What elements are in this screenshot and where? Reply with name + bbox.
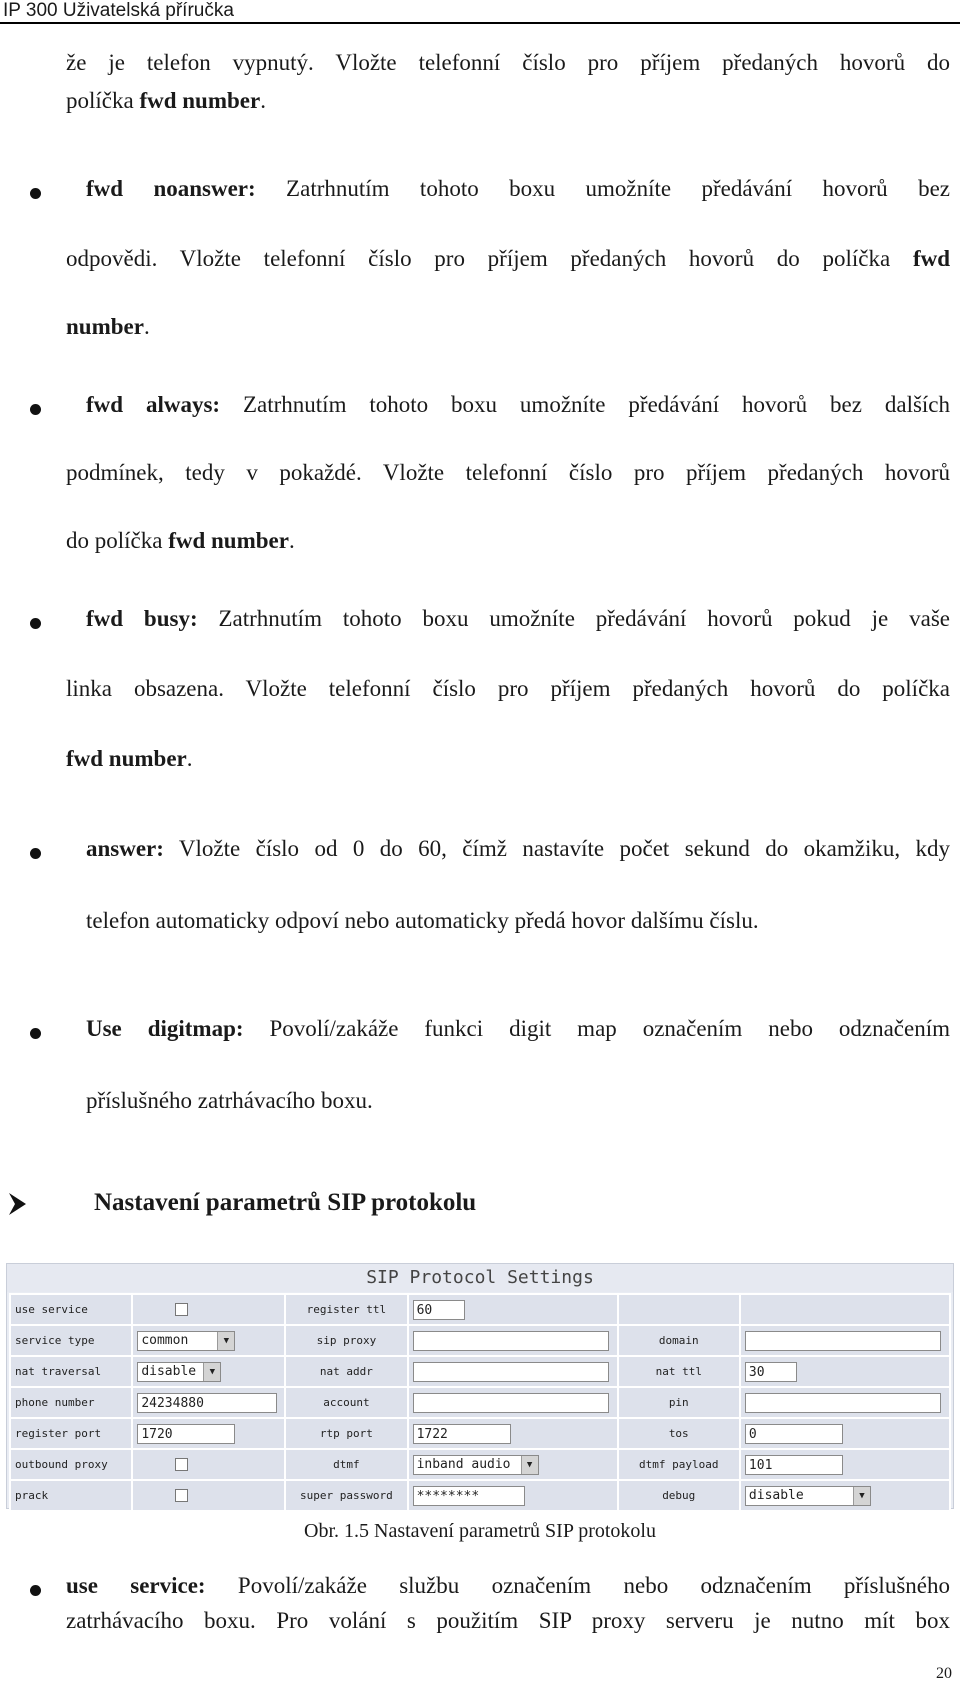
sip-value-cell — [132, 1294, 285, 1325]
bold-term: Use digitmap: — [86, 1016, 244, 1041]
text-run: Povolí/zakáže funkci digit map označením nebo odznačením — [243, 1016, 950, 1041]
chevron-down-icon[interactable]: ▼ — [853, 1487, 870, 1505]
text-run: Zatrhnutím tohoto boxu umožníte předávání hovorů pokud je vaše — [197, 606, 950, 631]
sip-value-cell — [132, 1325, 285, 1356]
sip-label-outbound-proxy: outbound proxy — [10, 1449, 132, 1480]
text-run: Zatrhnutím tohoto boxu umožníte předávání hovorů bez — [255, 176, 950, 201]
use-service-checkbox[interactable] — [175, 1303, 188, 1316]
sip-label-super-password: super password — [285, 1480, 407, 1511]
section-title: Nastavení parametrů SIP protokolu — [94, 1189, 477, 1216]
sip-value-cell — [408, 1294, 618, 1325]
noanswer-line-1 — [86, 174, 950, 204]
chevron-down-icon[interactable]: ▼ — [521, 1456, 538, 1474]
p1-line-1 — [66, 48, 950, 78]
bold-term: fwd number — [139, 88, 261, 113]
bullet-icon — [30, 1028, 41, 1039]
sip-value-cell — [408, 1449, 618, 1480]
bold-term: fwd number — [168, 528, 289, 553]
busy-line-2 — [66, 674, 950, 704]
nat-traversal-select[interactable] — [137, 1362, 221, 1382]
sip-value-cell — [408, 1480, 618, 1511]
text-run: Zatrhnutím tohoto boxu umožníte předávání hovorů bez dalších — [220, 392, 951, 417]
sip-label-nat-addr: nat addr — [285, 1356, 407, 1387]
busy-line-1 — [86, 604, 950, 634]
text-run: . — [288, 528, 295, 553]
sip-value-cell — [740, 1480, 950, 1511]
digitmap-line-1 — [86, 1014, 950, 1044]
bold-term: fwd noanswer: — [86, 176, 256, 201]
sip-value-cell — [132, 1387, 285, 1418]
sip-value-cell — [132, 1449, 285, 1480]
page-header: IP 300 Uživatelská příručka — [3, 0, 234, 21]
text-run: příslušného zatrhávacího boxu. — [86, 1088, 373, 1113]
bold-term: fwd always: — [86, 392, 221, 417]
chevron-down-icon[interactable]: ▼ — [203, 1363, 220, 1381]
select-value: inband audio — [416, 1456, 511, 1472]
always-line-2 — [66, 458, 950, 488]
sip-value-cell — [740, 1356, 950, 1387]
sip-settings-title: SIP Protocol Settings — [7, 1264, 953, 1292]
bold-term: use service: — [66, 1573, 206, 1598]
sip-value-cell — [740, 1294, 950, 1325]
sip-value-cell — [408, 1387, 618, 1418]
super-password-input[interactable]: ******** — [413, 1486, 525, 1506]
sip-settings-screenshot — [6, 1263, 954, 1509]
prack-checkbox[interactable] — [175, 1489, 188, 1502]
phone-number-input[interactable]: 24234880 — [137, 1393, 277, 1413]
page-number: 20 — [936, 1665, 952, 1682]
dtmf-payload-input[interactable]: 101 — [745, 1455, 843, 1475]
sip-label — [618, 1294, 740, 1325]
figure-caption: Obr. 1.5 Nastavení parametrů SIP protokolu — [304, 1520, 656, 1542]
sip-row — [10, 1294, 950, 1325]
always-line-1 — [86, 390, 950, 420]
text-run: podmínek, tedy v pokaždé. Vložte telefonní číslo pro příjem předaných hovorů — [66, 460, 950, 485]
bold-term: fwd busy: — [86, 606, 198, 631]
bold-term: fwd number — [66, 746, 187, 771]
p1-line-2 — [66, 86, 950, 116]
select-value: disable — [141, 1363, 197, 1379]
sip-value-cell — [132, 1356, 285, 1387]
dtmf-select[interactable] — [413, 1455, 539, 1475]
useservice-line-1 — [66, 1571, 950, 1601]
sip-label-nat-ttl: nat ttl — [618, 1356, 740, 1387]
sip-value-cell — [132, 1480, 285, 1511]
text-run: políčka — [66, 88, 140, 113]
sip-settings-table — [9, 1293, 951, 1512]
sip-row — [10, 1418, 950, 1449]
text-run: odpovědi. Vložte telefonní číslo pro příjem předaných hovorů do políčka — [66, 246, 913, 271]
sip-value-cell — [408, 1356, 618, 1387]
sip-row — [10, 1387, 950, 1418]
noanswer-line-2 — [66, 244, 950, 274]
bold-term: fwd — [912, 246, 950, 271]
text-run: že je telefon vypnutý. Vložte telefonní číslo pro příjem předaných hovorů do — [66, 50, 950, 75]
sip-value-cell — [740, 1387, 950, 1418]
nat-addr-input[interactable] — [413, 1362, 609, 1382]
domain-input[interactable] — [745, 1331, 941, 1351]
register-port-input[interactable]: 1720 — [137, 1424, 235, 1444]
text-run: . — [260, 88, 266, 113]
busy-line-3 — [66, 744, 950, 774]
text-run: zatrhávacího boxu. Pro volání s použitím SIP proxy serveru je nutno mít box — [66, 1608, 950, 1633]
bullet-icon — [30, 1585, 41, 1596]
sip-label-prack: prack — [10, 1480, 132, 1511]
service-type-select[interactable] — [137, 1331, 235, 1351]
sip-row — [10, 1480, 950, 1511]
answer-line-2 — [86, 906, 950, 936]
text-run: telefon automaticky odpoví nebo automaticky předá hovor dalšímu číslu. — [86, 908, 759, 933]
bullet-icon — [30, 618, 41, 629]
chevron-down-icon[interactable]: ▼ — [217, 1332, 234, 1350]
always-line-3 — [66, 526, 950, 556]
sip-value-cell — [740, 1449, 950, 1480]
sip-label-tos: tos — [618, 1418, 740, 1449]
register-ttl-input[interactable]: 60 — [413, 1300, 465, 1320]
digitmap-line-2 — [86, 1086, 950, 1116]
sip-row — [10, 1325, 950, 1356]
pin-input[interactable] — [745, 1393, 941, 1413]
bullet-icon — [30, 188, 41, 199]
nat-ttl-input[interactable]: 30 — [745, 1362, 797, 1382]
sip-label-pin: pin — [618, 1387, 740, 1418]
account-input[interactable] — [413, 1393, 609, 1413]
select-value: common — [141, 1332, 189, 1348]
sip-label-dtmf-payload: dtmf payload — [618, 1449, 740, 1480]
bold-term: number — [66, 314, 144, 339]
sip-row — [10, 1449, 950, 1480]
bold-term: answer: — [86, 836, 164, 861]
text-run: . — [143, 314, 150, 339]
header-rule — [0, 22, 960, 24]
sip-label-dtmf: dtmf — [285, 1449, 407, 1480]
text-run: do políčka — [66, 528, 169, 553]
sip-label-debug: debug — [618, 1480, 740, 1511]
sip-value-cell — [740, 1418, 950, 1449]
sip-label-phone-number: phone number — [10, 1387, 132, 1418]
rtp-port-input[interactable]: 1722 — [413, 1424, 511, 1444]
answer-line-1 — [86, 834, 950, 864]
sip-label-use-service: use service — [10, 1294, 132, 1325]
select-value: disable — [748, 1487, 804, 1503]
text-run: Vložte číslo od 0 do 60, čímž nastavíte počet sekund do okamžiku, kdy — [163, 836, 950, 861]
bullet-icon — [30, 404, 41, 415]
sip-value-cell — [132, 1418, 285, 1449]
sip-value-cell — [408, 1418, 618, 1449]
sip-label-nat-traversal: nat traversal — [10, 1356, 132, 1387]
useservice-line-2 — [66, 1606, 950, 1636]
sip-label-sip-proxy: sip proxy — [285, 1325, 407, 1356]
arrow-bullet-icon — [6, 1190, 30, 1218]
bullet-icon — [30, 848, 41, 859]
sip-proxy-input[interactable] — [413, 1331, 609, 1351]
sip-label-account: account — [285, 1387, 407, 1418]
sip-label-rtp-port: rtp port — [285, 1418, 407, 1449]
tos-input[interactable]: 0 — [745, 1424, 843, 1444]
sip-value-cell — [740, 1325, 950, 1356]
sip-value-cell — [408, 1325, 618, 1356]
outbound-proxy-checkbox[interactable] — [175, 1458, 188, 1471]
sip-row — [10, 1356, 950, 1387]
text-run: linka obsazena. Vložte telefonní číslo pro příjem předaných hovorů do políčka — [66, 676, 950, 701]
debug-select[interactable] — [745, 1486, 871, 1506]
noanswer-line-3 — [66, 312, 950, 342]
sip-label-register-port: register port — [10, 1418, 132, 1449]
sip-label-domain: domain — [618, 1325, 740, 1356]
text-run: . — [186, 746, 193, 771]
sip-label-service-type: service type — [10, 1325, 132, 1356]
sip-label-register-ttl: register ttl — [285, 1294, 407, 1325]
text-run: Povolí/zakáže službu označením nebo odznačením příslušného — [205, 1573, 950, 1598]
